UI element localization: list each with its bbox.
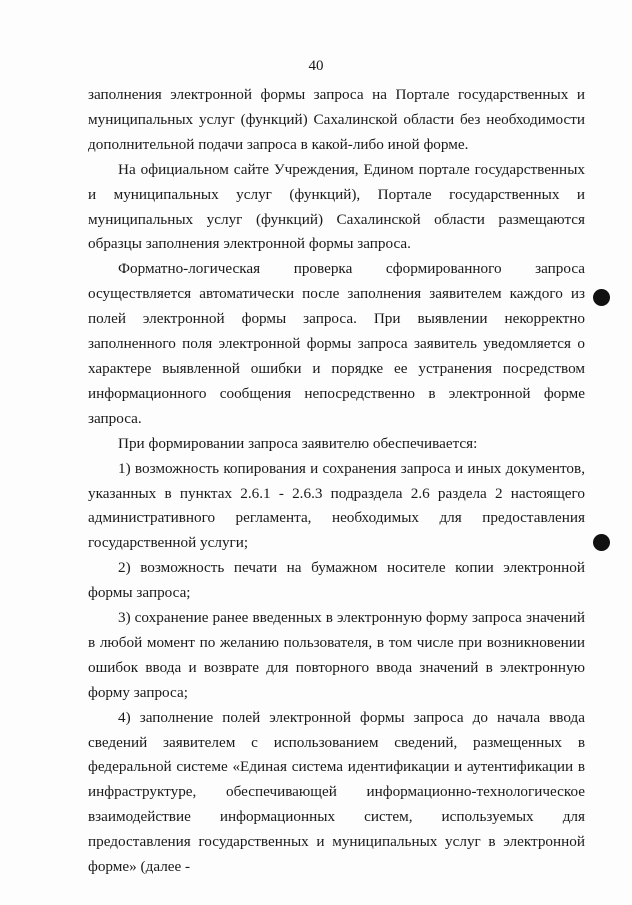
list-item-1: 1) возможность копирования и сохранения запроса и иных документов, указанных в пунктах 2.6.1 - 2.6.3 подраздела 2.6 раздела 2 настоящего административного регламента, необходимых для предоставления государственной услуги;	[88, 459, 585, 552]
paragraph-continuation: заполнения электронной формы запроса на Портале государственных и муниципальных услуг (функций) Сахалинской области без необходимости дополнительной подачи запроса в какой-либо иной форме.	[88, 86, 585, 153]
paragraph-provisions-intro: При формировании запроса заявителю обеспечивается:	[118, 434, 478, 452]
list-item-3: 3) сохранение ранее введенных в электронную форму запроса значений в любой момент по желанию пользователя, в том числе при возникновении ошибок ввода и возврате для повторного ввода значений в электронную форму запроса;	[88, 609, 585, 701]
binder-hole-mark	[593, 289, 610, 306]
list-item-2: 2) возможность печати на бумажном носителе копии электронной формы запроса;	[88, 559, 585, 602]
paragraph-sample-forms: На официальном сайте Учреждения, Едином портале государственных и муниципальных услуг (функций), Портале государственных и муниципальных услуг (функций) Сахалинской области размещаются образцы заполнения электронной формы запроса.	[88, 160, 585, 253]
list-item-4: 4) заполнение полей электронной формы запроса до начала ввода сведений заявителем с использованием сведений, размещенных в федеральной системе «Единая система идентификации и аутентификации в инфраструктуре, обеспечивающей информационно-технологическое взаимодействие информационных систем, используемых для предоставления государственных и муниципальных услуг в электронной форме» (далее -	[88, 708, 585, 876]
page-number: 40	[308, 58, 324, 74]
paragraph-format-check: Форматно-логическая проверка сформированного запроса осуществляется автоматически после заполнения заявителем каждого из полей электронной формы запроса. При выявлении некорректно заполненного поля электронной формы запроса заявитель уведомляется о характере выявленной ошибки и порядке ее устранения посредством информационного сообщения непосредственно в электронной форме запроса.	[88, 260, 585, 427]
binder-hole-mark	[593, 534, 610, 551]
document-body	[88, 83, 585, 880]
